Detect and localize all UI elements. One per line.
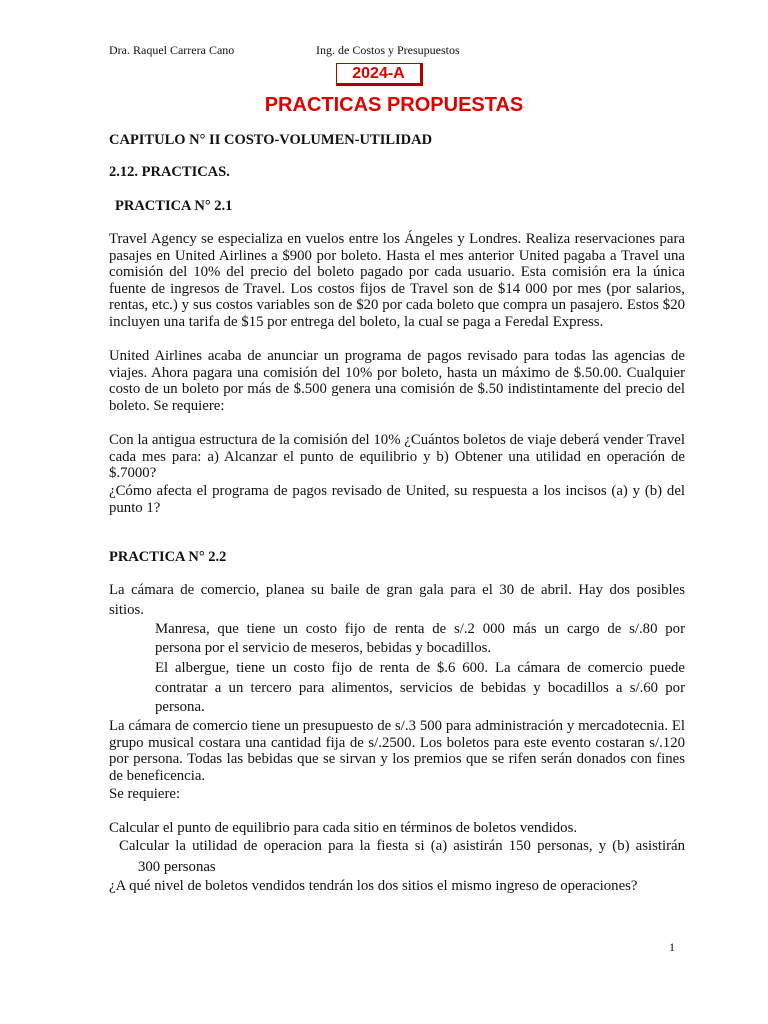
practice-2-1-paragraph-2: United Airlines acaba de anunciar un programa de pagos revisado para todas las agencias de viajes. Ahora pagara una comisión del 10% por boleto, hasta un máximo de $.50.00. Cualquier costo de un boleto por más de $.500 genera una comisión de $.50 indistintamente del precio del boleto. Se requiere: <box>109 348 685 414</box>
page-number: 1 <box>669 940 675 954</box>
practice-2-2-intro-line-1: La cámara de comercio, planea su baile de gran gala para el 30 de abril. Hay dos posibles <box>109 582 685 598</box>
practice-2-1-question-1: Con la antigua estructura de la comisión del 10% ¿Cuántos boletos de viaje deberá vender Travel cada mes para: a) Alcanzar el punto de equilibrio y b) Obtener una utilidad en operación de $.7000? <box>109 432 685 482</box>
year-badge: 2024-A <box>336 63 423 86</box>
requirement-1: Calcular el punto de equilibrio para cada sitio en términos de boletos vendidos. <box>109 820 578 836</box>
practice-2-2-budget: La cámara de comercio tiene un presupuesto de s/.3 500 para administración y mercadotecnia. El grupo musical costara una cantidad fija de s/.2500. Los boletos para este evento costaran s/.120 por persona. Todas las bebidas que se sirvan y los premios que se rifen serán donados con fines de beneficencia. <box>109 718 685 784</box>
practice-2-2-requires: Se requiere: <box>109 786 181 802</box>
option-manresa-line-1: Manresa, que tiene un costo fijo de renta de s/.2 000 más un cargo de s/.80 por <box>155 621 685 637</box>
header-course: Ing. de Costos y Presupuestos <box>316 43 460 57</box>
requirement-3: ¿A qué nivel de boletos vendidos tendrán los dos sitios el mismo ingreso de operaciones? <box>109 878 638 894</box>
practice-2-2-heading: PRACTICA N° 2.2 <box>109 549 227 565</box>
option-albergue-line-3: persona. <box>155 699 205 715</box>
practice-2-1-heading: PRACTICA N° 2.1 <box>115 198 233 214</box>
option-manresa-line-2: persona por el servicio de meseros, bebidas y bocadillos. <box>155 640 492 656</box>
requirement-2-line-1: Calcular la utilidad de operacion para la fiesta si (a) asistirán 150 personas, y (b) asistirán <box>119 838 685 854</box>
practice-2-2-intro-line-2: sitios. <box>109 602 144 618</box>
section-heading: 2.12. PRACTICAS. <box>109 164 230 180</box>
header-author: Dra. Raquel Carrera Cano <box>109 43 235 57</box>
option-albergue-line-1: El albergue, tiene un costo fijo de renta de $.6 600. La cámara de comercio puede <box>155 660 685 676</box>
practice-2-1-paragraph-1: Travel Agency se especializa en vuelos entre los Ángeles y Londres. Realiza reservaciones para pasajes en United Airlines a $900 por boleto. Hasta el mes anterior United pagaba a Travel una comisión del 10% del precio del boleto pagado por cada usuario. Esta comisión era la única fuente de ingresos de Travel. Los costos fijos de Travel son de $14 000 por mes (por salarios, rentas, etc.) y sus costos variables son de $20 por cada boleto que compra un pasajero. Estos $20 incluyen una tarifa de $15 por entrega del boleto, la cual se paga a Feredal Express. <box>109 231 685 330</box>
option-albergue-line-2: contratar a un tercero para alimentos, servicios de bebidas y bocadillos a s/.60 por <box>155 680 685 696</box>
practice-2-1-question-2: ¿Cómo afecta el programa de pagos revisado de United, su respuesta a los incisos (a) y (b) del punto 1? <box>109 483 685 516</box>
chapter-heading: CAPITULO N° II COSTO-VOLUMEN-UTILIDAD <box>109 132 433 148</box>
page-title: PRACTICAS PROPUESTAS <box>264 94 524 116</box>
requirement-2-line-2: 300 personas <box>138 859 216 875</box>
